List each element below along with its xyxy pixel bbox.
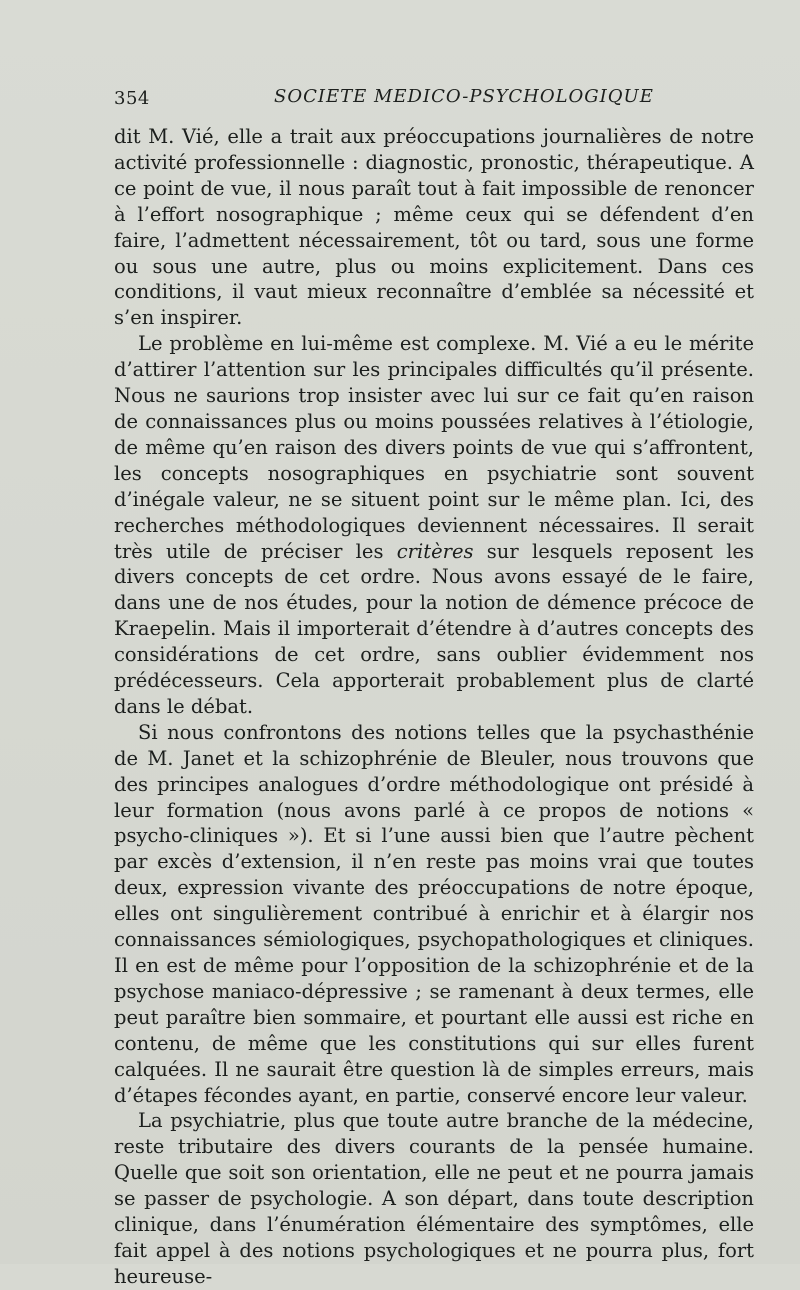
paragraph-2-part-1: Le problème en lui-même est complexe. M. Vié a eu le mérite d’attirer l’attention sur les principales difficultés qu’il présente. Nous ne saurions trop insister avec lui sur ce fait qu’en raison de connaissances plus ou moins poussées relatives à l’étiologie, de même qu’en raison des divers points de vue qui s’affrontent, les concepts nosographiques en psychiatrie sont souvent d’inégale valeur, ne se situent point sur le même plan. Ici, des recherches méthodologiques deviennent nécessaires. Il serait très utile de préciser les bbox=[114, 332, 754, 563]
emphasis-criteres: critères bbox=[396, 539, 474, 563]
paragraph-2-part-2: sur lesquels reposent les divers concepts de cet ordre. Nous avons essayé de le faire, dans une de nos études, pour la notion de démence précoce de Kraepelin. Mais il importerait d’étendre à d’autres concepts des considérations de cet ordre, sans oublier évidemment nos prédécesseurs. Cela apporterait probablement plus de clarté dans le débat. bbox=[114, 539, 754, 718]
page-number: 354 bbox=[114, 88, 150, 109]
paragraph-4: La psychiatrie, plus que toute autre branche de la médecine, reste tributaire des divers courants de la pensée humaine. Quelle que soit son orientation, elle ne peut et ne pourra jamais se passer de psychologie. A son départ, dans toute description clinique, dans l’énumération élémentaire des symptômes, elle fait appel à des notions psychologiques et ne pourra plus, fort heureuse- bbox=[114, 1109, 754, 1288]
paragraph-3: Si nous confrontons des notions telles que la psychasthénie de M. Janet et la schizophrénie de Bleuler, nous trouvons que des principes analogues d’ordre méthodologique ont présidé à leur formation (nous avons parlé à ce propos de notions « psycho-cliniques »). Et si l’une aussi bien que l’autre pèchent par excès d’extension, il n’en reste pas moins vrai que toutes deux, expression vivante des préoccupations de notre époque, elles ont singulièrement contribué à enrichir et à élargir nos connaissances sémiologiques, psychopathologiques et cliniques. Il en est de même pour l’opposition de la schizophrénie et de la psychose maniaco-dépressive ; se ramenant à deux termes, elle peut paraître bien sommaire, et pourtant elle aussi est riche en contenu, de même que les constitutions qui sur elles furent calquées. Il ne saurait être question là de simples erreurs, mais d’étapes fécondes ayant, en partie, conservé encore leur valeur. bbox=[114, 720, 754, 1107]
body-text bbox=[114, 124, 754, 1290]
page-header bbox=[114, 86, 754, 110]
paragraph-1: dit M. Vié, elle a trait aux préoccupations journalières de notre activité professionnelle : diagnostic, pronostic, thérapeutique. A ce point de vue, il nous paraît tout à fait impossible de renoncer à l’effort nosographique ; même ceux qui se défendent d’en faire, l’admettent nécessairement, tôt ou tard, sous une forme ou sous une autre, plus ou moins explicitement. Dans ces conditions, il vaut mieux reconnaître d’emblée sa nécessité et s’en inspirer. bbox=[114, 125, 754, 330]
running-title: SOCIETE MEDICO-PSYCHOLOGIQUE bbox=[274, 86, 654, 107]
paragraph-2 bbox=[114, 331, 754, 720]
